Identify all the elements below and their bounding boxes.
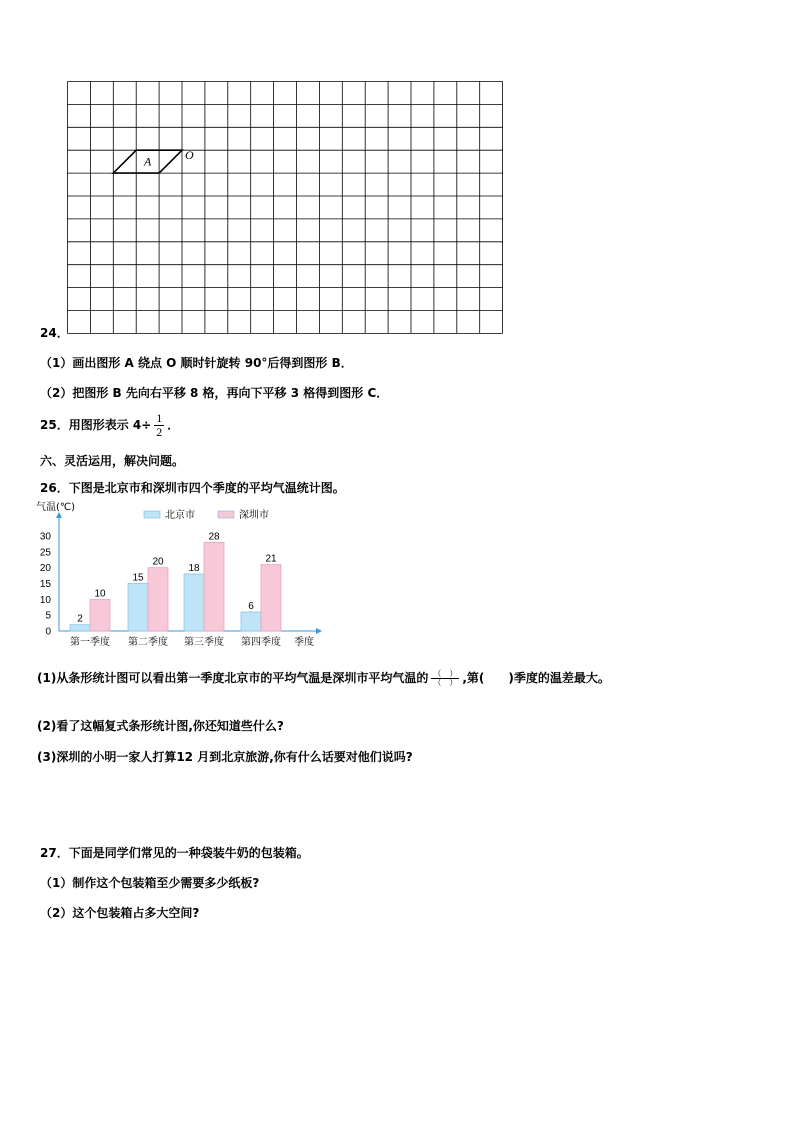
section-6-heading: 六、灵活运用，解决问题。 — [40, 454, 185, 468]
bar — [184, 574, 204, 631]
bar — [70, 625, 90, 631]
question-27-title: 27．下面是同学们常见的一种袋装牛奶的包装箱。 — [40, 846, 309, 860]
question-24-part-2: （2）把图形 B 先向右平移 8 格，再向下平移 3 格得到图形 C． — [40, 386, 389, 400]
x-tick-label: 第二季度 — [128, 637, 168, 648]
question-26-part-3: (3)深圳的小明一家人打算12 月到北京旅游,你有什么话要对他们说吗? — [37, 750, 413, 764]
data-label: 2 — [77, 613, 83, 625]
data-label: 28 — [208, 531, 220, 543]
y-tick-label: 10 — [39, 594, 51, 606]
legend-swatch — [218, 511, 234, 518]
question-25-suffix: ． — [167, 418, 180, 432]
answer-fraction-numerator: （ ） — [433, 669, 458, 678]
part-1-mid-text: ,第( — [462, 671, 485, 685]
question-27-part-1: （1）制作这个包装箱至少需要多少纸板? — [40, 876, 260, 890]
x-axis-arrow — [316, 628, 322, 634]
x-tick-label: 第三季度 — [184, 637, 224, 648]
y-tick-label: 5 — [45, 610, 51, 622]
data-label: 10 — [94, 588, 106, 600]
fraction-denominator: 2 — [156, 425, 163, 439]
data-label: 20 — [152, 556, 164, 568]
question-25-prefix: 25．用图形表示 4÷ — [40, 418, 152, 432]
question-26-part-1 — [37, 666, 610, 690]
answer-fraction-blank — [431, 670, 459, 687]
bar — [241, 612, 261, 631]
data-label: 18 — [188, 563, 200, 574]
bar — [148, 568, 168, 631]
x-axis-label: 季度 — [294, 637, 314, 648]
part-1-end-text: )季度的温差最大。 — [508, 671, 610, 685]
answer-fraction-denominator: （ ） — [433, 678, 458, 687]
legend-label: 北京市 — [165, 510, 195, 521]
question-25 — [40, 412, 179, 439]
part-1-text: (1)从条形统计图可以看出第一季度北京市的平均气温是深圳市平均气温的 — [37, 671, 429, 685]
x-tick-label: 第一季度 — [70, 637, 110, 648]
bar — [204, 542, 224, 631]
y-tick-label: 0 — [45, 626, 51, 638]
point-label-o: O — [185, 148, 194, 163]
fraction-numerator: 1 — [156, 411, 163, 425]
y-tick-label: 25 — [39, 547, 51, 559]
y-tick-label: 15 — [39, 579, 51, 590]
data-label: 21 — [265, 553, 277, 565]
x-tick-label: 第四季度 — [241, 637, 281, 648]
question-24-number: 24． — [40, 326, 69, 340]
data-label: 6 — [248, 601, 254, 612]
question-26-title: 26．下图是北京市和深圳市四个季度的平均气温统计图。 — [40, 481, 345, 495]
square-grid — [67, 81, 503, 338]
y-tick-label: 30 — [39, 531, 51, 543]
y-axis-label: 气温(℃) — [36, 502, 76, 513]
temperature-bar-chart — [34, 498, 334, 650]
bar — [261, 565, 281, 632]
y-tick-label: 20 — [39, 563, 51, 575]
question-24-part-1: （1）画出图形 A 绕点 O 顺时针旋转 90°后得到图形 B． — [40, 356, 353, 370]
bar — [128, 584, 148, 632]
bar — [90, 599, 110, 631]
legend-label: 深圳市 — [239, 510, 269, 521]
question-27-part-2: （2）这个包装箱占多大空间? — [40, 906, 200, 920]
fraction-one-half — [154, 412, 164, 439]
legend-swatch — [144, 511, 160, 518]
data-label: 15 — [132, 572, 144, 584]
shape-label-a: A — [143, 154, 152, 169]
question-26-part-2: (2)看了这幅复式条形统计图,你还知道些什么? — [37, 719, 284, 733]
